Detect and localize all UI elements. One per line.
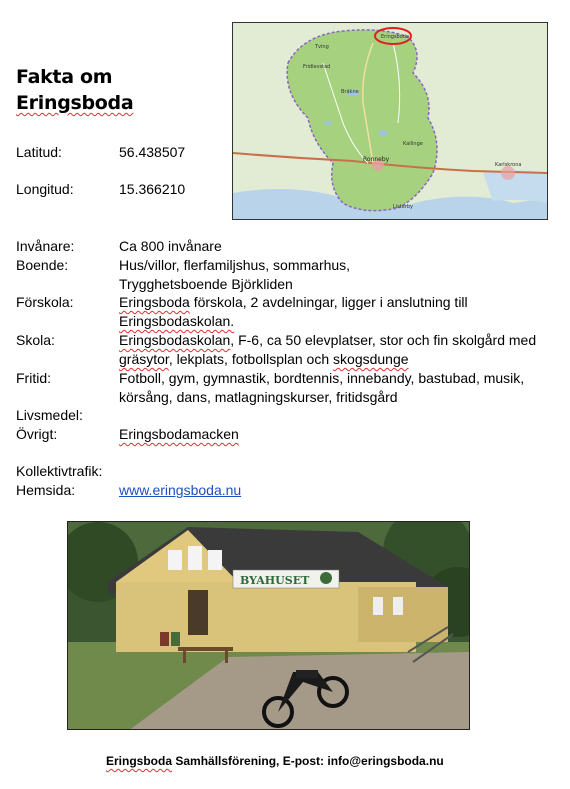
map-label-kallinge: Kallinge bbox=[403, 141, 423, 147]
forskola-value bbox=[119, 293, 559, 331]
map-label-ronneby: Ronneby bbox=[363, 156, 390, 163]
skola-mid: , lekplats, fotbollsplan och bbox=[168, 351, 334, 367]
title-line-1: Fakta om bbox=[16, 66, 113, 88]
footer-contact bbox=[106, 754, 444, 768]
skola-line-2 bbox=[119, 350, 559, 369]
forskola-desc: förskola, 2 avdelningar, ligger i anslutning till bbox=[189, 294, 468, 310]
skola-value bbox=[119, 331, 559, 369]
boende-line-2: Trygghetsboende Björkliden bbox=[119, 276, 293, 292]
footer-org-name: Eringsboda bbox=[106, 754, 173, 768]
skola-grasytor: gräsytor bbox=[119, 351, 169, 367]
boende-label: Boende: bbox=[16, 257, 69, 273]
fritid-line-2: körsång, dans, matlagningskurser, fritidsgård bbox=[119, 389, 398, 405]
forskola-line-2: Eringsbodaskolan. bbox=[119, 313, 235, 329]
skola-name: Eringsbodaskolan bbox=[119, 332, 231, 348]
map-label-listerby: Listerby bbox=[393, 204, 414, 210]
map-graphic bbox=[233, 23, 548, 220]
skola-line-1 bbox=[119, 331, 559, 350]
footer-contact-text: Samhällsförening, E-post: info@eringsboda.nu bbox=[172, 754, 444, 768]
hemsida-value bbox=[119, 481, 241, 500]
longitude-value: 15.366210 bbox=[119, 181, 186, 197]
region-map bbox=[232, 22, 548, 220]
byahuset-photo bbox=[67, 521, 470, 730]
boende-line-1: Hus/villor, flerfamiljshus, sommarhus, bbox=[119, 257, 351, 273]
forskola-line-1 bbox=[119, 293, 559, 312]
map-label-tving: Tving bbox=[315, 44, 329, 50]
latitude-label: Latitud: bbox=[16, 144, 62, 160]
hemsida-label: Hemsida: bbox=[16, 482, 76, 498]
invanare-label: Invånare: bbox=[16, 238, 75, 254]
fritid-label: Fritid: bbox=[16, 370, 51, 386]
boende-value bbox=[119, 256, 559, 294]
title-line-2: Eringsboda bbox=[16, 92, 134, 114]
ovrigt-label: Övrigt: bbox=[16, 426, 58, 442]
fritid-value bbox=[119, 369, 559, 407]
kollektivtrafik-label: Kollektivtrafik: bbox=[16, 463, 103, 479]
map-label-eringsboda: Eringsboda bbox=[381, 34, 410, 40]
forskola-label: Förskola: bbox=[16, 294, 74, 310]
invanare-value: Ca 800 invånare bbox=[119, 238, 222, 254]
skola-desc: , F-6, ca 50 elevplatser, stor och fin skolgård med bbox=[230, 332, 537, 348]
skola-label: Skola: bbox=[16, 332, 55, 348]
map-label-fridlevstad: Fridlevstad bbox=[303, 64, 331, 70]
longitude-label: Longitud: bbox=[16, 181, 74, 197]
livsmedel-label: Livsmedel: bbox=[16, 407, 83, 423]
website-link[interactable]: www.eringsboda.nu bbox=[119, 482, 242, 498]
map-label-brakne: Bräkne bbox=[341, 89, 359, 95]
latitude-value: 56.438507 bbox=[119, 144, 186, 160]
ovrigt-value: Eringsbodamacken bbox=[119, 426, 239, 442]
photo-sign-text: BYAHUSET bbox=[240, 574, 310, 587]
fritid-line-1: Fotboll, gym, gymnastik, bordtennis, innebandy, bastubad, musik, bbox=[119, 370, 525, 386]
forskola-name: Eringsboda bbox=[119, 294, 190, 310]
photo-graphic bbox=[68, 522, 470, 730]
page-title bbox=[16, 64, 216, 116]
skola-skogsdunge: skogsdunge bbox=[333, 351, 409, 367]
map-label-karlskrona: Karlskrona bbox=[495, 162, 522, 168]
